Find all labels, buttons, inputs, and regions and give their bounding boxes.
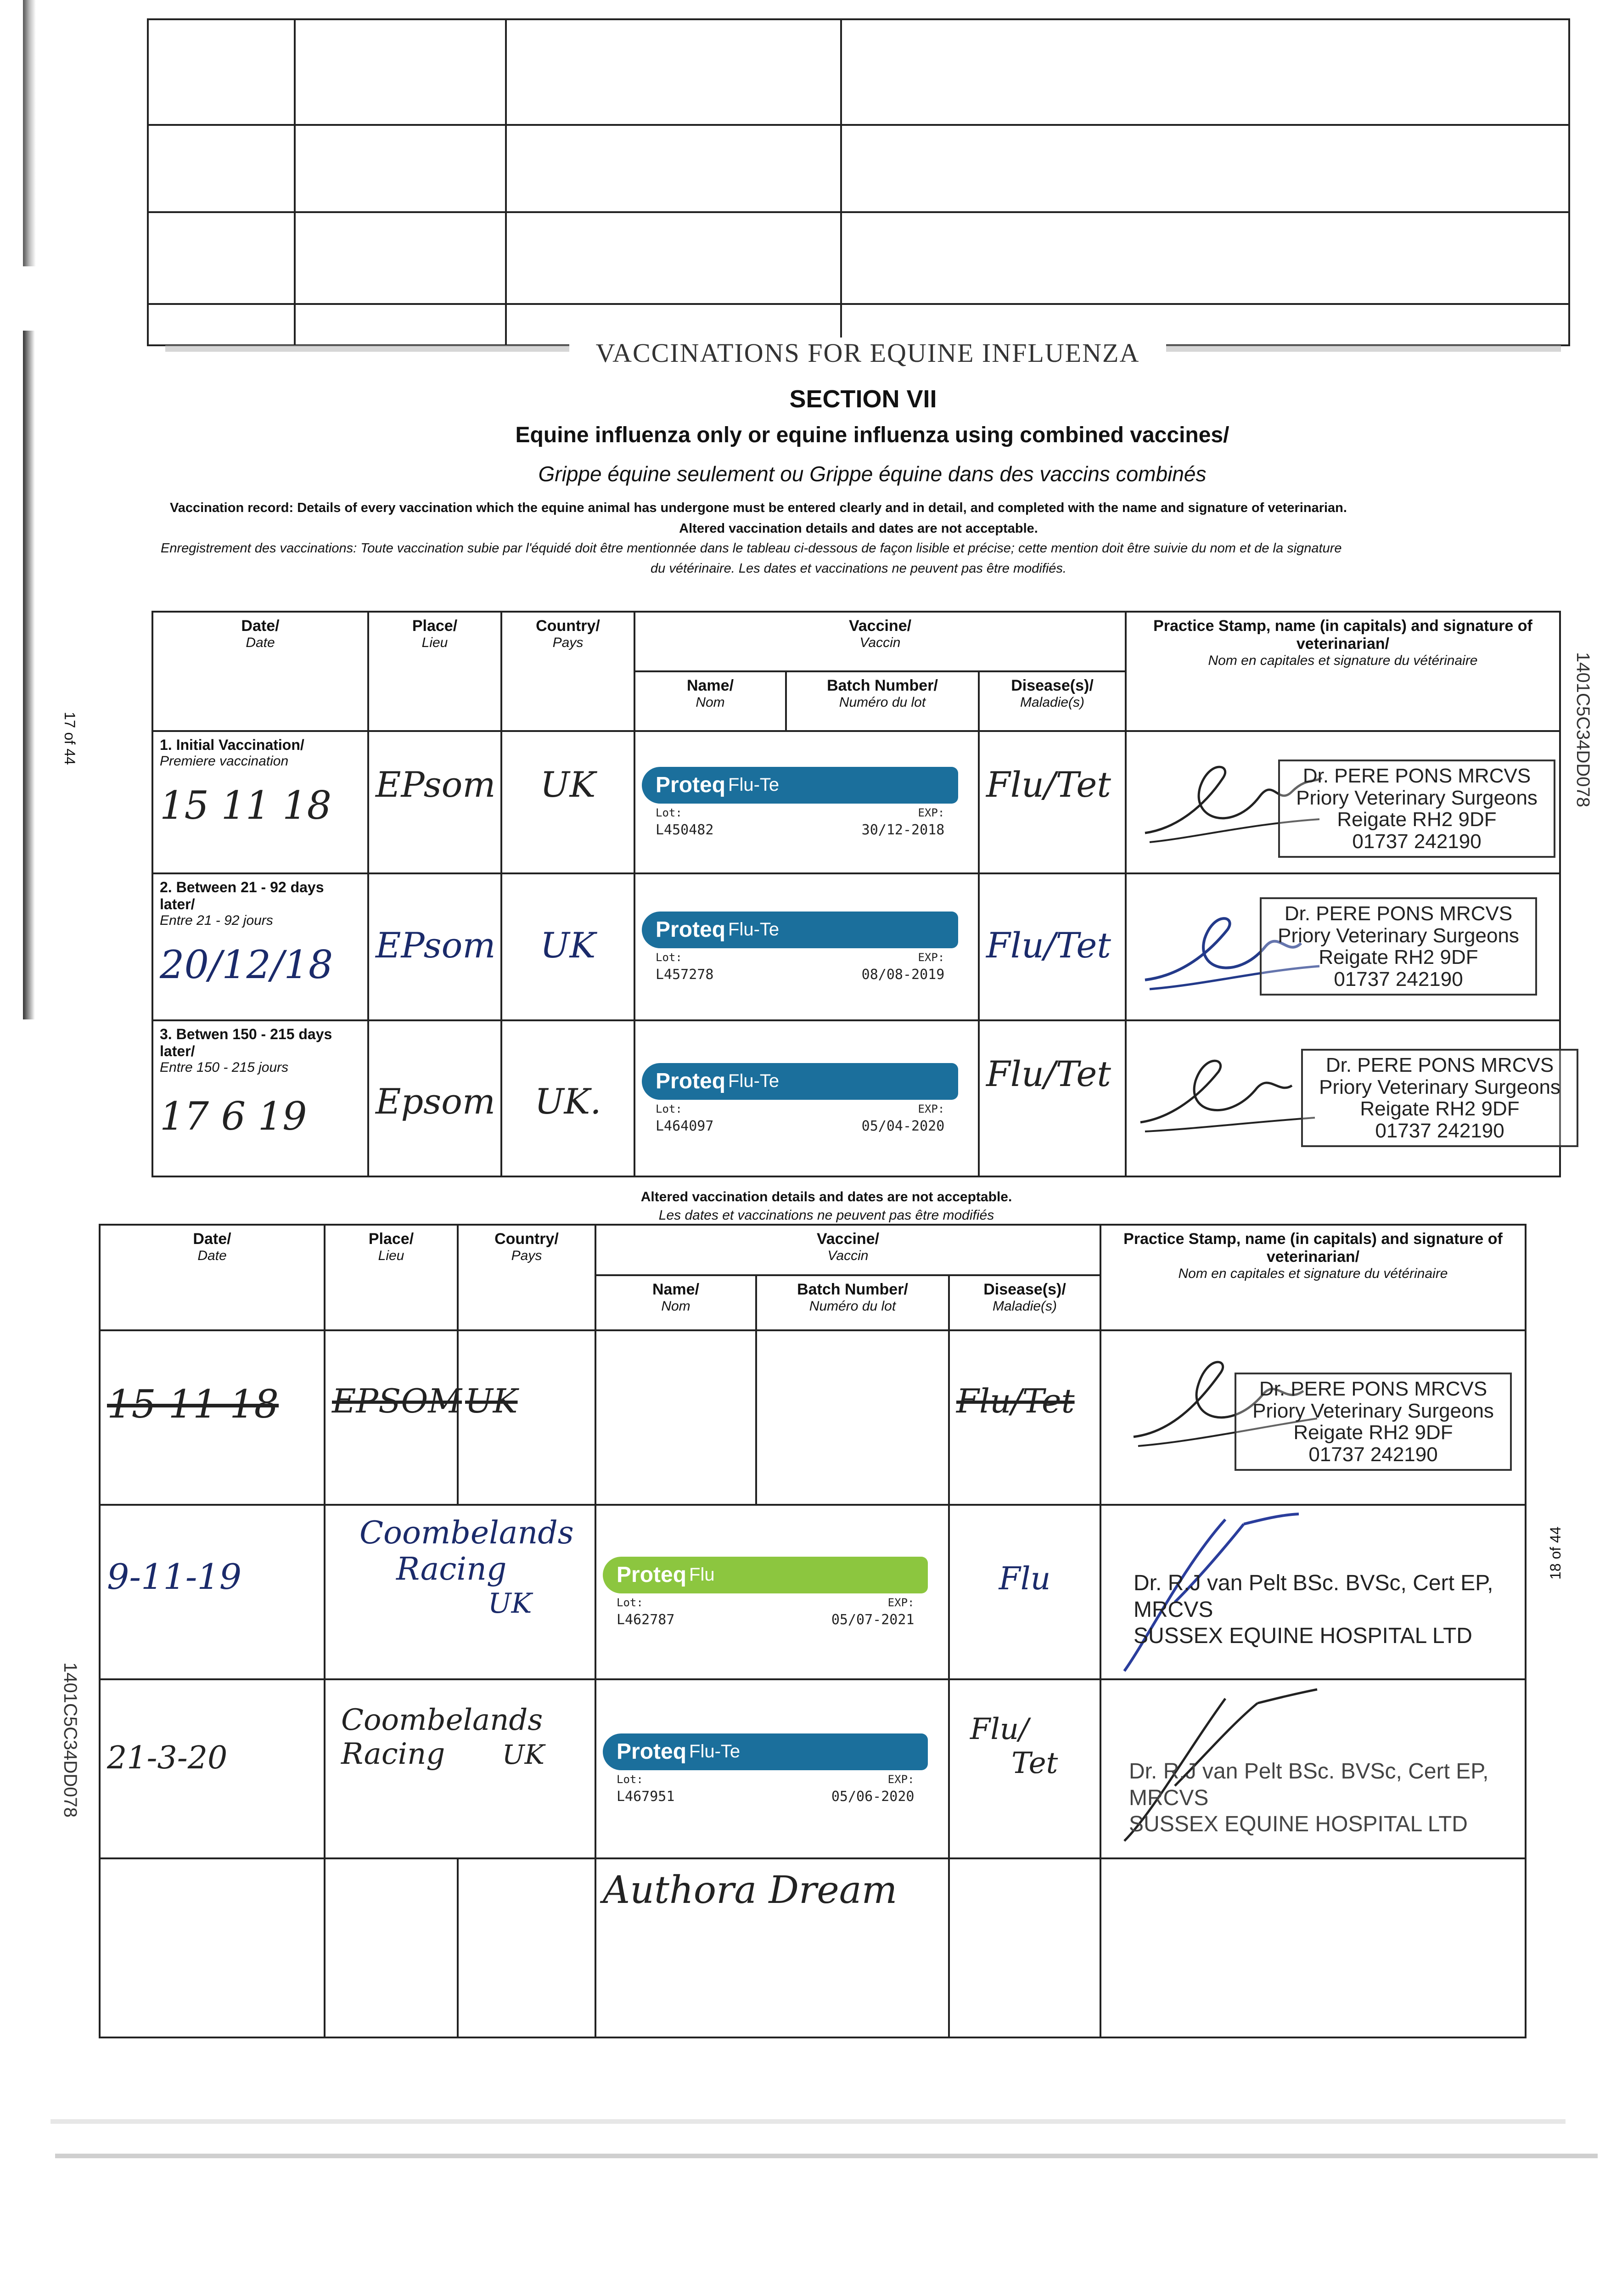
header-batch-number: Batch Number/ Numéro du lot bbox=[786, 671, 979, 731]
date-value: 15 11 18 bbox=[107, 1382, 279, 1427]
vaccination-table-initial bbox=[152, 611, 1561, 1177]
header-vaccine: Vaccine/ Vaccin bbox=[634, 612, 1126, 671]
vaccine-label-cell bbox=[595, 1679, 949, 1858]
practice-stamp: Dr. PERE PONS MRCVS Priory Veterinary Surgeons Reigate RH2 9DF 01737 242190 bbox=[1235, 1373, 1512, 1471]
date-value: 17 6 19 bbox=[160, 1094, 307, 1139]
vaccine-sticker: Proteq Flu Lot: EXP: L462787 05/07-2021 bbox=[603, 1557, 928, 1628]
header-country: Country/ Pays bbox=[458, 1225, 595, 1330]
page-number-right: 18 of 44 bbox=[1547, 1526, 1564, 1580]
scan-noise-line bbox=[51, 2119, 1566, 2124]
table-row bbox=[100, 1858, 1526, 2037]
disease-cell: Flu/Tet bbox=[979, 1020, 1126, 1176]
vaccine-name-cell bbox=[595, 1858, 949, 2037]
section-number: SECTION VII bbox=[789, 385, 937, 413]
header-disease: Disease(s)/ Maladie(s) bbox=[979, 671, 1126, 731]
vaccine-label-cell bbox=[595, 1505, 949, 1679]
signature-image bbox=[1136, 1044, 1319, 1145]
date-cell bbox=[100, 1858, 325, 2037]
disease-cell: Flu/Tet bbox=[949, 1330, 1100, 1505]
record-note-fr-2: du vétérinaire. Les dates et vaccinations ne peuvent pas être modifiés. bbox=[651, 561, 1066, 576]
date-cell: 3. Betwen 150 - 215 days later/ Entre 150 - 215 jours 17 6 19 bbox=[152, 1020, 368, 1176]
date-cell bbox=[100, 1330, 325, 1505]
vaccination-table-subsequent bbox=[99, 1224, 1527, 2038]
date-cell: 2. Between 21 - 92 days later/ Entre 21 - 92 jours 20/12/18 bbox=[152, 873, 368, 1020]
date-value: 21-3-20 bbox=[107, 1740, 228, 1776]
date-cell bbox=[100, 1679, 325, 1858]
disease-cell: Flu/ Tet bbox=[949, 1679, 1100, 1858]
subtitle-en: Equine influenza only or equine influenza using combined vaccines/ bbox=[515, 423, 1229, 447]
vaccine-name-cell bbox=[595, 1330, 756, 1505]
header-date: Date/ Date bbox=[152, 612, 368, 731]
horse-name-note: Authorа Dream bbox=[603, 1868, 898, 1912]
practice-stamp: Dr. PERE PONS MRCVS Priory Veterinary Surgeons Reigate RH2 9DF 01737 242190 bbox=[1301, 1049, 1578, 1147]
header-place: Place/ Lieu bbox=[325, 1225, 458, 1330]
stamp-cell bbox=[1100, 1505, 1526, 1679]
stamp-cell bbox=[1100, 1330, 1526, 1505]
vet-name: Dr. R.J van Pelt BSc. BVSc, Cert EP, MRCVS SUSSEX EQUINE HOSPITAL LTD bbox=[1134, 1571, 1493, 1649]
place-cell: Epsom bbox=[368, 1020, 501, 1176]
date-cell bbox=[100, 1505, 325, 1679]
record-note-fr: Enregistrement des vaccinations: Toute vaccination subie par l'équidé doit être mentionnée dans le tableau ci-dessous de façon lisible et précise; cette mention doit être suivie du nom et de la signature bbox=[161, 541, 1342, 556]
place-cell: EPsom bbox=[368, 731, 501, 873]
practice-stamp: Dr. PERE PONS MRCVS Priory Veterinary Surgeons Reigate RH2 9DF 01737 242190 bbox=[1278, 760, 1555, 858]
date-value: 15 11 18 bbox=[160, 783, 332, 828]
date-cell: 1. Initial Vaccination/ Premiere vaccination 15 11 18 bbox=[152, 731, 368, 873]
stamp-cell bbox=[1100, 1858, 1526, 2037]
vaccine-sticker: Proteq Flu-Te Lot: EXP: L450482 30/12-2018 bbox=[642, 767, 958, 838]
section-title: VACCINATIONS FOR EQUINE INFLUENZA bbox=[569, 338, 1166, 368]
table-row bbox=[152, 731, 1560, 873]
empty-cell bbox=[148, 19, 295, 125]
header-place: Place/ Lieu bbox=[368, 612, 501, 731]
vaccine-label-cell bbox=[634, 1020, 979, 1176]
header-vaccine-name: Name/ Nom bbox=[595, 1275, 756, 1330]
stamp-cell bbox=[1100, 1679, 1526, 1858]
record-note-en: Vaccination record: Details of every vaccination which the equine animal has undergone must be entered clearly and in detail, and completed with the name and signature of veterinarian. bbox=[170, 501, 1347, 515]
previous-section-table bbox=[147, 18, 1570, 346]
side-code-left: 1401C5C34DD078 bbox=[60, 1662, 80, 1818]
header-batch-number: Batch Number/ Numéro du lot bbox=[756, 1275, 949, 1330]
table-row bbox=[152, 873, 1560, 1020]
place-cell: EPsom bbox=[368, 873, 501, 1020]
scan-edge-left bbox=[23, 0, 36, 266]
record-note-en-2: Altered vaccination details and dates are not acceptable. bbox=[679, 521, 1038, 536]
header-practice-stamp: Practice Stamp, name (in capitals) and signature of veterinarian/ Nom en capitales et signature du vétérinaire bbox=[1100, 1225, 1526, 1330]
altered-note-fr: Les dates et vaccinations ne peuvent pas être modifiés bbox=[658, 1208, 994, 1223]
table-row bbox=[100, 1505, 1526, 1679]
vaccine-sticker: Proteq Flu-Te Lot: EXP: L467951 05/06-2020 bbox=[603, 1733, 928, 1805]
scan-noise-line bbox=[55, 2154, 1598, 2158]
stamp-cell bbox=[1126, 731, 1560, 873]
disease-cell: Flu bbox=[949, 1505, 1100, 1679]
header-disease: Disease(s)/ Maladie(s) bbox=[949, 1275, 1100, 1330]
vaccine-label-cell bbox=[634, 873, 979, 1020]
place-country-cell: Coombelands Racing UK bbox=[325, 1679, 595, 1858]
country-cell: UK bbox=[458, 1330, 595, 1505]
date-value: 20/12/18 bbox=[160, 942, 333, 987]
date-value: 9-11-19 bbox=[107, 1556, 242, 1597]
vaccine-sticker: Proteq Flu-Te Lot: EXP: L464097 05/04-2020 bbox=[642, 1063, 958, 1134]
stamp-cell bbox=[1126, 873, 1560, 1020]
disease-cell bbox=[949, 1858, 1100, 2037]
header-vaccine-name: Name/ Nom bbox=[634, 671, 786, 731]
place-cell bbox=[325, 1858, 458, 2037]
disease-cell: Flu/Tet bbox=[979, 731, 1126, 873]
vaccine-sticker: Proteq Flu-Te Lot: EXP: L457278 08/08-2019 bbox=[642, 912, 958, 983]
place-cell: EPSOM bbox=[325, 1330, 458, 1505]
stamp-cell bbox=[1126, 1020, 1560, 1176]
country-cell: UK bbox=[501, 873, 634, 1020]
country-cell: UK. bbox=[501, 1020, 634, 1176]
header-practice-stamp: Practice Stamp, name (in capitals) and signature of veterinarian/ Nom en capitales et signature du vétérinaire bbox=[1126, 612, 1560, 731]
table-row bbox=[152, 1020, 1560, 1176]
vet-name: Dr. R.J van Pelt BSc. BVSc, Cert EP, MRCVS SUSSEX EQUINE HOSPITAL LTD bbox=[1129, 1759, 1489, 1837]
vaccine-label-cell bbox=[634, 731, 979, 873]
table-row bbox=[100, 1330, 1526, 1505]
table-row bbox=[100, 1679, 1526, 1858]
disease-cell: Flu/Tet bbox=[979, 873, 1126, 1020]
batch-cell bbox=[756, 1330, 949, 1505]
page-number-left: 17 of 44 bbox=[62, 712, 78, 765]
side-code-right: 1401C5C34DD078 bbox=[1573, 652, 1593, 808]
header-date: Date/ Date bbox=[100, 1225, 325, 1330]
header-vaccine: Vaccine/ Vaccin bbox=[595, 1225, 1100, 1275]
header-country: Country/ Pays bbox=[501, 612, 634, 731]
scan-edge-left-2 bbox=[23, 331, 35, 1019]
altered-note-en: Altered vaccination details and dates are not acceptable. bbox=[640, 1189, 1012, 1204]
place-country-cell: Coombelands Racing UK bbox=[325, 1505, 595, 1679]
subtitle-fr: Grippe équine seulement ou Grippe équine dans des vaccins combinés bbox=[538, 462, 1207, 486]
country-cell bbox=[458, 1858, 595, 2037]
practice-stamp: Dr. PERE PONS MRCVS Priory Veterinary Surgeons Reigate RH2 9DF 01737 242190 bbox=[1260, 897, 1537, 996]
country-cell: UK bbox=[501, 731, 634, 873]
